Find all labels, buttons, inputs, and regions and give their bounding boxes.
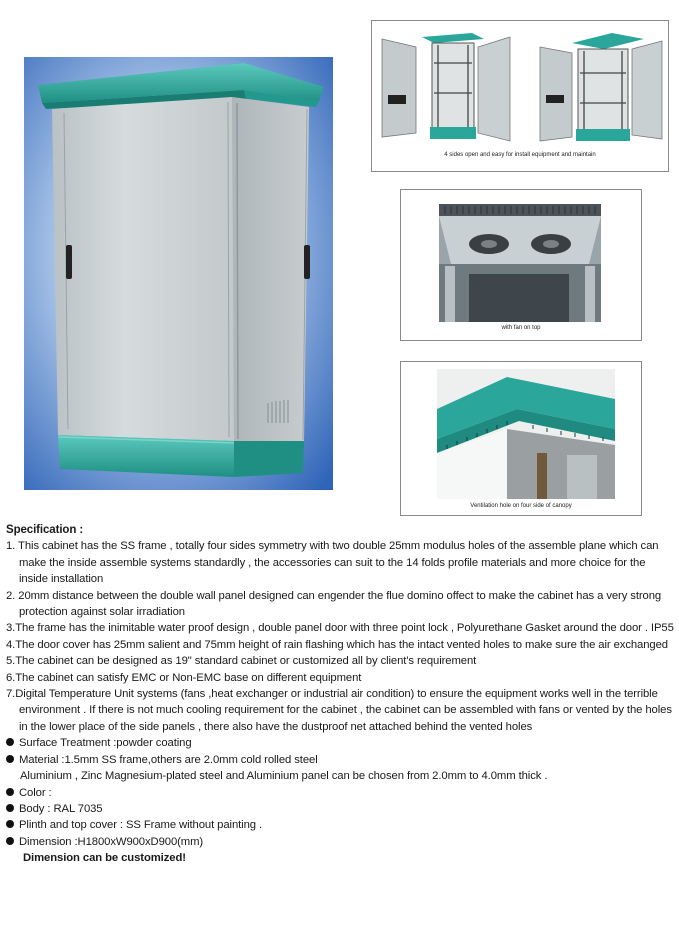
- customization-note: Dimension can be customized!: [23, 852, 186, 865]
- bullet-color: [6, 785, 674, 801]
- spec-item-6: 6.The cabinet can satisfy EMC or Non-EMC base on different equipment: [6, 671, 362, 684]
- spec-item-2: 2. 20mm distance between the double wall panel designed can engender the flue domino offect to make the cabinet has a very strong protection against solar irradiation: [6, 589, 662, 619]
- spec-item-3: 3.The frame has the inimitable water proof design , double panel door with three point lock , Polyurethane Gasket around the door . IP55: [6, 622, 674, 635]
- bullet-dimension-text: Dimension :H1800xW900xD900(mm): [19, 835, 204, 848]
- spec-title: Specification :: [6, 524, 84, 536]
- spec-item-5: 5.The cabinet can be designed as 19" standard cabinet or customized all by client's requirement: [6, 655, 477, 668]
- bullet-body: [6, 801, 674, 817]
- open-doors-photo-frame: [371, 20, 669, 172]
- material-continuation: Aluminium , Zinc Magnesium-plated steel and Aluminium panel can be chosen from 2.0mm to 4.0mm thick .: [20, 770, 548, 783]
- bullet-surface-text: Surface Treatment :powder coating: [19, 737, 192, 750]
- ventilation-caption: Ventilation hole on four side of canopy: [470, 503, 572, 509]
- bullet-material-text: Material :1.5mm SS frame,others are 2.0mm cold rolled steel: [19, 753, 318, 766]
- bullet-dot-icon: [6, 837, 14, 845]
- cabinet-illustration: [24, 57, 333, 490]
- fan-photo-frame: [400, 189, 642, 341]
- open-cabinet-illustration: [372, 23, 668, 153]
- fan-illustration: [439, 204, 601, 322]
- canopy-illustration: [437, 369, 615, 499]
- bullet-color-text: Color :: [19, 786, 52, 799]
- bullet-plinth-text: Plinth and top cover : SS Frame without painting .: [19, 819, 263, 832]
- ventilation-photo-frame: [400, 361, 642, 516]
- spec-item-4: 4.The door cover has 25mm salient and 75mm height of rain flashing which has the intact vented holes to make sure the air exchanged: [6, 638, 668, 651]
- open-doors-caption: 4 sides open and easy for install equipment and maintain: [444, 152, 596, 158]
- fan-caption: with fan on top: [501, 325, 541, 331]
- bullet-dot-icon: [6, 804, 14, 812]
- bullet-material: [6, 752, 674, 768]
- specification-section: [6, 522, 674, 867]
- bullet-dot-icon: [6, 738, 14, 746]
- bullet-dimension: [6, 834, 674, 850]
- bullet-body-text: Body : RAL 7035: [19, 802, 103, 815]
- bullet-dot-icon: [6, 788, 14, 796]
- spec-item-1: 1. This cabinet has the SS frame , totally four sides symmetry with two double 25mm modulus holes of the assemble plane which can make the inside assemble systems standardly , the accessories can suit to the 14 folds profile materials and more choice for the inside installation: [6, 540, 659, 586]
- bullet-plinth: [6, 817, 674, 833]
- bullet-surface: [6, 735, 674, 751]
- bullet-dot-icon: [6, 820, 14, 828]
- spec-item-7: 7.Digital Temperature Unit systems (fans ,heat exchanger or industrial air condition) to ensure the equipment works well in the terrible environment . If there is not much cooling requirement for the cabinet , the cabinet can be assembled with fans or vented by the holes in the lower place of the side panels , there also have the dustproof net attached behind the vented holes: [6, 688, 672, 733]
- main-cabinet-photo: [24, 57, 333, 490]
- bullet-dot-icon: [6, 755, 14, 763]
